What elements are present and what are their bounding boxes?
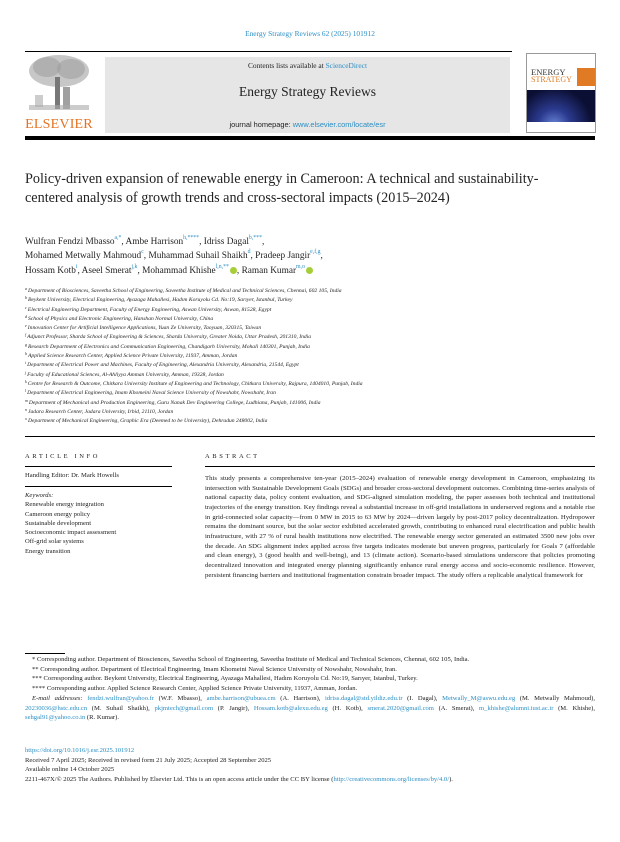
affiliation-text: Department of Electrical Engineering, Imam Khomeini Naval Science University of Nowshahr, Nowshahr, Iran: [27, 390, 276, 397]
footnote-divider: [25, 653, 65, 654]
publication-info: [25, 746, 595, 784]
email-link[interactable]: ambe.harrison@ubuea.cm: [206, 694, 276, 702]
sciencedirect-link[interactable]: ScienceDirect: [325, 61, 368, 70]
affiliation: [25, 371, 595, 380]
author-affiliation-marker[interactable]: b,***: [248, 235, 262, 241]
keyword: Socioeconomic impact assessment: [25, 529, 117, 537]
affiliation-text: Jadara Research Center, Jadara University, Irbid, 21110, Jordan: [28, 408, 174, 415]
email-link[interactable]: 20230036@hstc.edu.cn: [25, 704, 88, 712]
journal-citation-link[interactable]: Energy Strategy Reviews 62 (2025) 101912: [245, 29, 375, 38]
affiliation-key: l: [25, 388, 27, 394]
email-addresses: [25, 694, 595, 723]
divider: [205, 466, 595, 467]
affiliation: [25, 333, 595, 342]
email-owner: (A. Smerat),: [433, 704, 480, 712]
email-link[interactable]: Hossam.kotb@alexu.edu.eg: [253, 704, 328, 712]
cover-earth-graphic: [527, 90, 595, 122]
email-owner: (H. Kotb),: [327, 704, 368, 712]
affiliation-text: Innovation Center for Artificial Intelligence Applications, Yuan Ze University, Taoyuan, 320315, Taiwan: [27, 325, 262, 332]
email-link[interactable]: pkjmtech@gmail.com: [154, 704, 214, 712]
author-name[interactable]: Wulfran Fendzi Mbasso: [25, 237, 115, 247]
email-link[interactable]: m_khishe@alumni.iust.ac.ir: [479, 704, 554, 712]
affiliation-text: Department of Biosciences, Saveetha School of Engineering, Saveetha Institute of Medical and Technical Sciences, Chennai, 602 105, India: [28, 288, 342, 294]
author-affiliation-marker[interactable]: j,k: [131, 263, 138, 270]
license-link[interactable]: http://creativecommons.org/licenses/by/4.0/: [333, 775, 450, 783]
email-owner: (M. Metwally Mahmoud),: [515, 694, 596, 702]
author-separator: ,: [250, 251, 256, 262]
email-owner: (P. Jangir),: [213, 704, 254, 712]
divider: [25, 466, 172, 467]
affiliation-text: Department of Electrical Power and Machines, Faculty of Engineering, Alexandria University, Alexandria, 21544, Egypt: [27, 362, 299, 369]
author-affiliation-marker[interactable]: m,o: [296, 263, 305, 270]
handling-editor: Handling Editor: Dr. Mark Howells: [25, 472, 119, 479]
author-name[interactable]: Aseel Smerat: [81, 265, 132, 276]
affiliation-text: Centre for Research & Outcome, Chitkara University Institute of Engineering and Technology, Chitkara University, Rajpura, 1404010, Punjab, India: [27, 380, 363, 387]
author-separator: ,: [77, 265, 82, 276]
email-label: E-mail addresses:: [32, 694, 83, 702]
affiliation-key: f: [25, 332, 27, 338]
keyword: Sustainable development: [25, 519, 92, 527]
footnote-corresponding-2: ** Corresponding author. Department of Electrical Engineering, Imam Khomeini Naval Science University of Nowshahr, Nowshahr, Iran.: [32, 665, 397, 673]
affiliation: [25, 287, 595, 296]
author-name[interactable]: Ambe Harrison: [125, 237, 184, 247]
author-separator: ,: [143, 251, 149, 262]
article-history: Received 7 April 2025; Received in revised form 21 July 2025; Accepted 28 September 2025: [25, 756, 272, 764]
author-separator: ,: [236, 265, 242, 276]
affiliation-key: c: [25, 304, 27, 310]
email-owner: (R. Kumar).: [85, 714, 119, 722]
running-head[interactable]: [0, 29, 620, 38]
affiliation-text: Department of Mechanical Engineering, Graphic Era (Deemed to be University), Dehradun 248002, India: [28, 418, 268, 425]
journal-homepage-link[interactable]: www.elsevier.com/locate/esr: [292, 120, 386, 129]
affiliation-text: Department of Mechanical and Production Engineering, Guru Nanak Dev Engineering College, Ludhiana, Punjab, 141006, India: [28, 399, 321, 406]
divider: [25, 51, 512, 52]
affiliation-key: j: [25, 369, 27, 375]
footnote-corresponding-4: **** Corresponding author. Applied Science Research Center, Applied Science Private University, 11937, Amman, Jordan.: [32, 685, 358, 693]
keyword: Energy transition: [25, 547, 71, 555]
cover-title-line1: ENERGY: [531, 67, 566, 77]
journal-cover-image[interactable]: [526, 53, 596, 133]
email-owner: (A. Harrison),: [275, 694, 326, 702]
divider: [25, 486, 172, 487]
affiliation-text: Adjunct Professor, Sharda School of Engineering & Sciences, Sharda University, Greater Noida, Uttar Pradesh, 201310, India: [27, 334, 312, 341]
author-name[interactable]: Muhammad Suhail Shaikh: [148, 251, 248, 262]
author-name[interactable]: Pradeep Jangir: [255, 251, 311, 262]
author-separator: ,: [121, 237, 126, 247]
affiliation-key: g: [25, 341, 27, 347]
keyword: Off-grid solar systems: [25, 538, 84, 546]
affiliation: [25, 380, 595, 389]
keywords-label: Keywords:: [25, 492, 54, 499]
affiliation-text: School of Physics and Electronic Engineering, Hanshan Normal University, China: [28, 315, 214, 322]
article-info-heading: ARTICLE INFO: [25, 453, 101, 460]
email-owner: (I. Dagal),: [402, 694, 443, 702]
email-link[interactable]: idriss.dagal@std.yildiz.edu.tr: [325, 694, 403, 702]
footnote-corresponding-3: *** Corresponding author. Beykent University, Electrical Engineering, Ayazaga Mahallesi, Hadım Koruyolu Cd. No:19, Sarıyer, Istanbul, Turkey.: [32, 675, 418, 683]
author-separator: ,: [320, 251, 323, 262]
footnotes: [25, 655, 595, 723]
affiliation-key: e: [25, 323, 27, 329]
affiliation-key: b: [25, 295, 27, 301]
author-separator: ,: [137, 265, 143, 276]
email-owner: (W.F. Mbasso),: [154, 694, 207, 702]
affiliation: [25, 315, 595, 324]
license-suffix: ).: [449, 775, 453, 783]
email-link[interactable]: smerat.2020@gmail.com: [367, 704, 434, 712]
affiliation-text: Applied Science Research Center, Applied Science Private University, 11937, Amman, Jordan: [28, 353, 238, 360]
available-online: Available online 14 October 2025: [25, 766, 115, 774]
affiliation-text: Faculty of Educational Sciences, Al-Ahliyya Amman University, Amman, 19328, Jordan: [27, 371, 224, 378]
author-affiliation-marker[interactable]: d: [247, 249, 251, 256]
author-list: [25, 235, 585, 278]
author-affiliation-marker[interactable]: i: [75, 263, 78, 270]
keyword: Cameroon energy policy: [25, 510, 91, 518]
orcid-icon[interactable]: [306, 267, 313, 274]
affiliation: [25, 417, 595, 426]
email-link[interactable]: fendzi.wulfran@yahoo.fr: [87, 694, 155, 702]
affiliation: [25, 324, 595, 333]
author-separator: ,: [261, 237, 265, 247]
author-separator: ,: [199, 237, 204, 247]
email-owner: (M. Suhail Shaikh),: [87, 704, 155, 712]
keywords-block: [25, 491, 116, 556]
affiliation-key: m: [25, 397, 28, 403]
affiliation: [25, 296, 595, 305]
affiliation-key: i: [25, 360, 27, 366]
license-prefix: 2211-467X/© 2025 The Authors. Published by Elsevier Ltd. This is an open access article under the CC BY license (: [25, 775, 334, 783]
author-affiliation-marker[interactable]: c: [141, 249, 144, 256]
abstract-heading: ABSTRACT: [205, 453, 260, 460]
affiliation: [25, 361, 595, 370]
author-name[interactable]: Mohamed Metwally Mahmoud: [25, 251, 142, 262]
affiliation-key: k: [25, 378, 27, 384]
author-name[interactable]: Hossam Kotb: [25, 265, 76, 276]
elsevier-logo[interactable]: [25, 53, 93, 133]
affiliation-key: h: [25, 351, 27, 357]
affiliation: [25, 389, 595, 398]
elsevier-wordmark: ELSEVIER: [25, 117, 93, 132]
journal-homepage-line: [105, 120, 510, 129]
author-name[interactable]: Idriss Dagal: [203, 237, 249, 247]
email-owner: (M. Khishe),: [553, 704, 595, 712]
cover-title-line2: STRATEGY: [531, 75, 572, 84]
affiliation-key: o: [25, 416, 27, 422]
masthead-divider: [25, 136, 595, 140]
author-affiliation-marker[interactable]: e,f,g: [310, 249, 321, 256]
contents-prefix: Contents lists available at: [247, 61, 326, 70]
journal-masthead: [105, 57, 510, 133]
affiliation-key: a: [25, 286, 27, 291]
journal-title: Energy Strategy Reviews: [239, 84, 376, 99]
author-name[interactable]: Raman Kumar: [241, 265, 297, 276]
affiliation-key: d: [25, 313, 27, 319]
author-affiliation-marker[interactable]: l,n,**: [215, 263, 229, 270]
author-affiliation-marker[interactable]: h,****: [183, 235, 200, 241]
contents-line: [105, 61, 510, 70]
affiliation: [25, 408, 595, 417]
email-link[interactable]: Metwally_M@aswu.edu.eg: [442, 694, 516, 702]
author-name[interactable]: Mohammad Khishe: [142, 265, 216, 276]
keyword: Renewable energy integration: [25, 501, 104, 509]
divider: [25, 436, 595, 437]
affiliation: [25, 306, 595, 315]
author-affiliation-marker[interactable]: a,*: [114, 235, 122, 241]
doi-link[interactable]: https://doi.org/10.1016/j.esr.2025.101912: [25, 747, 135, 754]
footnote-corresponding-1: * Corresponding author. Department of Biosciences, Saveetha School of Engineering, Saveetha Institute of Medical and Technical Sciences, Chennai, 602 105, India.: [32, 656, 470, 663]
keyword-list: [25, 500, 116, 556]
affiliation: [25, 352, 595, 361]
cover-orange-block: [577, 68, 595, 86]
homepage-prefix: journal homepage:: [229, 120, 293, 129]
affiliation-text: Research Department of Electronics and Communication Engineering, Chandigarh University, Mohali 140301, Punjab, India: [28, 343, 310, 350]
affiliation: [25, 399, 595, 408]
affiliation: [25, 343, 595, 352]
affiliation-text: Electrical Engineering Department, Faculty of Energy Engineering, Aswan University, Aswan, 81528, Egypt: [27, 306, 272, 313]
license-line: [25, 775, 595, 785]
email-link[interactable]: sehgal91@yahoo.co.in: [25, 714, 86, 722]
orcid-icon[interactable]: [230, 267, 237, 274]
affiliation-list: [25, 287, 595, 426]
article-title: Policy-driven expansion of renewable energy in Cameroon: A technical and sustainability-centered analysis of growth trends and cross-sectoral impacts (2015–2024): [25, 171, 539, 206]
elsevier-tree-icon: [25, 53, 93, 117]
affiliation-key: n: [25, 406, 27, 412]
affiliation-text: Beykent University, Electrical Engineering, Ayazaga Mahallesi, Hadım Koruyolu Cd. No:19, Sarıyer, Istanbul, Turkey: [28, 297, 293, 304]
abstract-text: This study presents a comprehensive ten-year (2015–2024) evaluation of renewable energy development in Cameroon, emphasizing its intersection with Sustainable Development Goals (SDGs) and broader cross-sectoral development outcomes. Combining time-series analysis of national capacity data, policy content evaluation, and SDG-aligned simulation modeling, the paper assesses both technical and institutional trajectories of the energy transition. Key findings reveal a substantial increase in off-grid installations in underserved regions and a notable rise in grid-connected solar capacity—from 0 MW in 2015 to 63 MW by 2024—driven largely by post-2017 policy decentralization. Hydropower remains the dominant source, but the solar sector exhibited accelerated growth, contributing to enhanced rural electrification and public health infrastructure, with 27 % of rural health institutions now electrified. The renewable energy sector generated an estimated 3500 new jobs over the decade. An SDG alignment index applied across five targets indicates moderate but uneven progress, particularly for Goals 7 (affordable and clean energy), 3 (good health and well-being), and 13 (climate action). Scenario-based simulations underscore that policies promoting decentralized innovation and integrated energy planning significantly enhance rural energy access and socio-economic resilience. However, persistent financing barriers and institutional fragmentation constrain broader impact. The study offers a replicable analytical framework for: [205, 475, 595, 579]
